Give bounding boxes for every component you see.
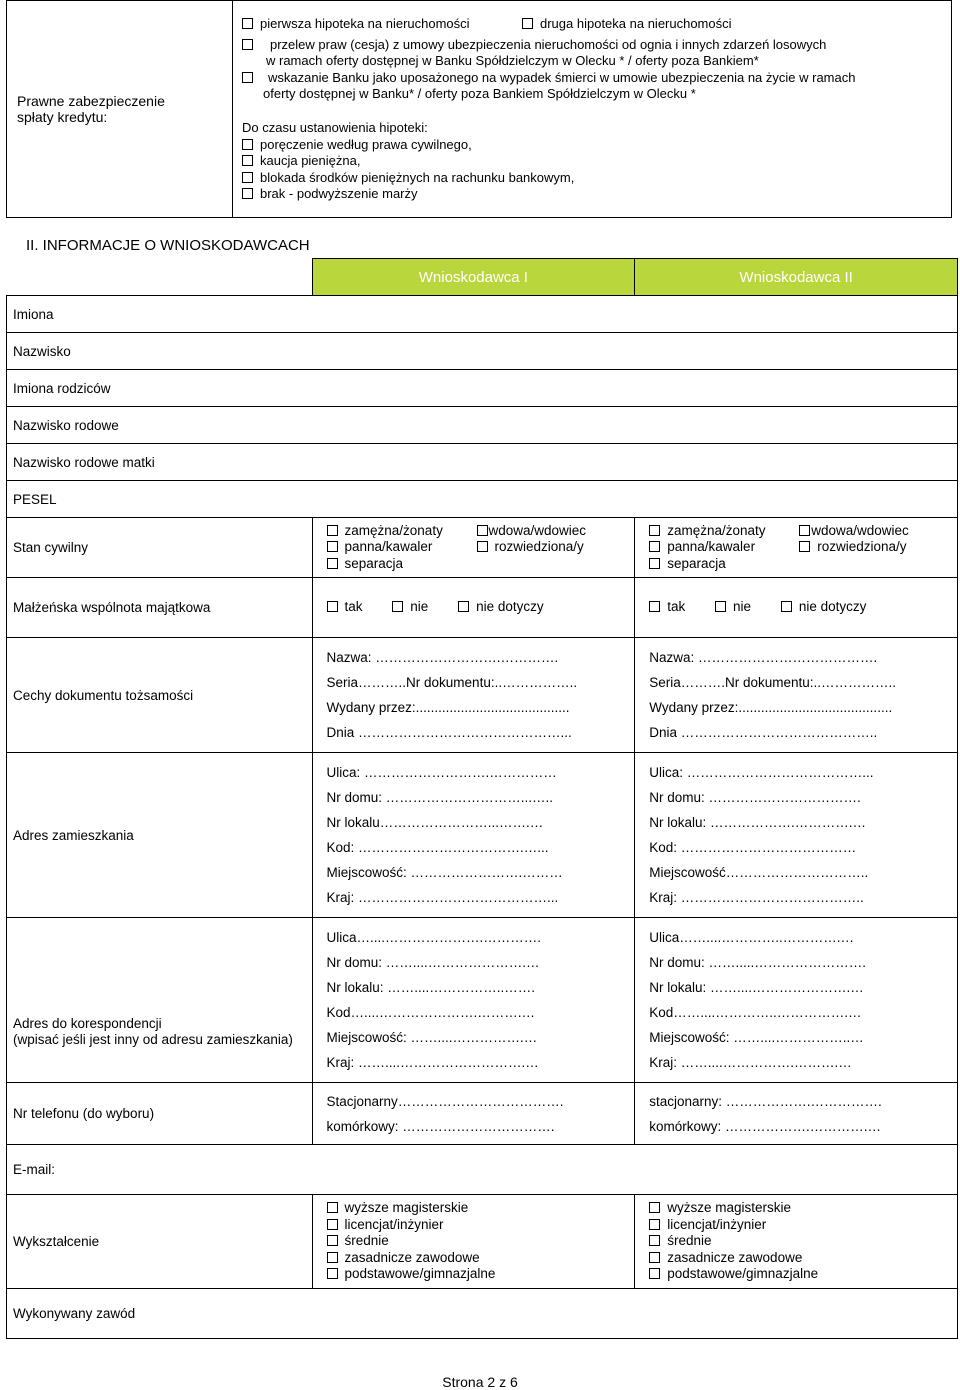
doc-number: Seria……….Nr dokumentu:..…………….. [649, 675, 897, 690]
address-postcode: Kod: ………………………………… [649, 840, 857, 855]
corr-applicant-2[interactable] [635, 918, 958, 1083]
checkbox[interactable] [242, 72, 253, 83]
marital-applicant-2 [635, 518, 958, 578]
row-label[interactable]: PESEL [7, 481, 958, 518]
address-house: Nr domu: ……………………………. [649, 790, 861, 805]
row-label: Adres zamieszkania [7, 753, 313, 918]
until-option-2[interactable]: blokada środków pieniężnych na rachunku bankowym, [242, 170, 574, 186]
marital-widowed[interactable]: wdowa/wdowiec [477, 523, 627, 540]
address-applicant-2[interactable] [635, 753, 958, 918]
checkbox[interactable] [649, 558, 660, 569]
phone-mobile: komórkowy: ……………………………. [326, 1118, 555, 1134]
corr-applicant-1[interactable] [312, 918, 635, 1083]
row-label: Nr telefonu (do wyboru) [7, 1083, 313, 1145]
checkbox[interactable] [242, 139, 253, 150]
checkbox[interactable] [715, 601, 726, 612]
row-dokument [7, 638, 958, 753]
checkbox[interactable] [649, 1202, 660, 1213]
community-no[interactable]: nie [715, 599, 751, 614]
row-label: Małżeńska wspólnota majątkowa [7, 578, 313, 638]
address-flat: Nr lokalu: ……………….………….… [649, 815, 867, 830]
education-option[interactable]: wyższe magisterskie [327, 1200, 629, 1217]
checkbox[interactable] [242, 39, 253, 50]
doc-date: Dnia …………………………………….. [649, 725, 878, 740]
corr-flat: Nr lokalu: ……....………………….… [649, 980, 864, 995]
cession-line-2: w ramach oferty dostępnej w Banku Spółdzielczym w Olecku * / oferty poza Bankiem* [266, 53, 759, 68]
checkbox[interactable] [242, 18, 253, 29]
education-option[interactable]: licencjat/inżynier [649, 1217, 951, 1234]
applicants-table [6, 258, 958, 1339]
doc-issuer: Wydany przez:......................................... [326, 700, 570, 715]
row-telefon [7, 1083, 958, 1145]
mortgage-second-option[interactable]: druga hipoteka na nieruchomości [522, 16, 732, 32]
row-label: Cechy dokumentu tożsamości [7, 638, 313, 753]
document-applicant-1[interactable] [312, 638, 635, 753]
security-label: Prawne zabezpieczenie spłaty kredytu: [17, 93, 165, 125]
corr-label-1: Adres do korespondencji [13, 1016, 162, 1031]
community-yes[interactable]: tak [649, 599, 685, 614]
checkbox[interactable] [458, 601, 469, 612]
corr-street: Ulica…....………………….…………. [326, 930, 542, 945]
checkbox[interactable] [327, 601, 338, 612]
address-postcode: Kod: ……………………………….…... [326, 840, 549, 855]
checkbox[interactable] [649, 1268, 660, 1279]
row-label [7, 918, 313, 1083]
phone-landline: Stacjonarny………………………………. [326, 1093, 564, 1109]
marital-separated[interactable]: separacja [649, 556, 799, 573]
beneficiary-line-2: oferty dostępnej w Banku* / oferty poza Bankiem Spółdzielczym w Olecku * [263, 86, 696, 101]
checkbox[interactable] [649, 541, 660, 552]
row-zawod [7, 1289, 958, 1339]
row-label[interactable]: Nazwisko rodowe matki [7, 444, 958, 481]
education-option[interactable]: wyższe magisterskie [649, 1200, 951, 1217]
doc-name: Nazwa: …………………………………. [649, 650, 878, 665]
checkbox[interactable] [799, 525, 810, 536]
corr-postcode: Kod……....…………..…………….… [649, 1005, 862, 1020]
community-yes[interactable]: tak [327, 599, 363, 614]
phone-landline: stacjonarny: ……………….……………. [649, 1093, 882, 1109]
marital-married[interactable]: zamężna/żonaty [327, 523, 477, 540]
phone-applicant-1[interactable] [312, 1083, 635, 1145]
row-label: Wykształcenie [7, 1195, 313, 1289]
corr-postcode: Kod…....………………….……….… [326, 1005, 536, 1020]
community-applicant-1 [312, 578, 635, 638]
education-option[interactable]: zasadnicze zawodowe [327, 1250, 629, 1267]
applicant-2-header: Wnioskodawca II [635, 259, 958, 296]
education-option[interactable]: średnie [649, 1233, 951, 1250]
document-applicant-2[interactable] [635, 638, 958, 753]
checkbox[interactable] [242, 155, 253, 166]
education-option[interactable]: podstawowe/gimnazjalne [649, 1266, 951, 1283]
checkbox[interactable] [327, 1202, 338, 1213]
security-label-cell [7, 1, 233, 217]
row-wyksztalcenie [7, 1195, 958, 1289]
checkbox[interactable] [522, 18, 533, 29]
row-wspolnota [7, 578, 958, 638]
checkbox[interactable] [392, 601, 403, 612]
address-country: Kraj: ……………………………………... [326, 890, 559, 905]
address-house: Nr domu: …………………………...….. [326, 790, 554, 805]
corr-street: Ulica……....…………..………….… [649, 930, 855, 945]
doc-date: Dnia ………………………………………... [326, 725, 572, 740]
row-stan-cywilny [7, 518, 958, 578]
row-imiona-rodzicow [7, 370, 958, 407]
education-option[interactable]: średnie [327, 1233, 629, 1250]
phone-applicant-2[interactable] [635, 1083, 958, 1145]
community-na[interactable]: nie dotyczy [781, 599, 867, 614]
address-street: Ulica: ……………………….…………… [326, 765, 557, 780]
checkbox[interactable] [242, 188, 253, 199]
section-title: II. INFORMACJE O WNIOSKODAWCACH [26, 237, 310, 254]
checkbox[interactable] [327, 1219, 338, 1230]
row-label[interactable]: Nazwisko rodowe [7, 407, 958, 444]
checkbox[interactable] [327, 1235, 338, 1246]
page-number: Strona 2 z 6 [442, 1374, 518, 1390]
row-label[interactable]: Nazwisko [7, 333, 958, 370]
checkbox[interactable] [327, 541, 338, 552]
marital-married[interactable]: zamężna/żonaty [649, 523, 799, 540]
marital-widowed[interactable]: wdowa/wdowiec [799, 523, 949, 540]
checkbox[interactable] [649, 1252, 660, 1263]
applicant-1-header: Wnioskodawca I [312, 259, 635, 296]
community-applicant-2 [635, 578, 958, 638]
corr-country: Kraj: ……....……………………….… [326, 1055, 539, 1070]
address-city: Miejscowość………………………….. [649, 865, 869, 880]
row-nazwisko-rodowe-matki [7, 444, 958, 481]
cession-option[interactable]: przelew praw (cesja) z umowy ubezpieczenia nieruchomości od ognia i innych zdarzeń losowych [242, 37, 826, 53]
checkbox[interactable] [799, 541, 810, 552]
checkbox[interactable] [781, 601, 792, 612]
phone-mobile: komórkowy: ……………….………….… [649, 1118, 882, 1134]
row-imiona [7, 296, 958, 333]
until-option-3[interactable]: brak - podwyższenie marży [242, 186, 418, 202]
marital-single[interactable]: panna/kawaler [649, 539, 799, 556]
checkbox[interactable] [242, 172, 253, 183]
doc-number: Seria………..Nr dokumentu:..…………….. [326, 675, 578, 690]
checkbox[interactable] [477, 541, 488, 552]
address-country: Kraj: ………………………………….. [649, 890, 864, 905]
row-label: Stan cywilny [7, 518, 313, 578]
row-adres [7, 753, 958, 918]
education-applicant-2 [635, 1195, 958, 1289]
checkbox[interactable] [477, 525, 488, 536]
corr-country: Kraj: ……....…………….……….… [649, 1055, 852, 1070]
corr-house: Nr domu: …….....……………………. [649, 955, 867, 970]
row-label[interactable]: Wykonywany zawód [7, 1289, 958, 1339]
checkbox[interactable] [649, 1235, 660, 1246]
until-option-1[interactable]: kaucja pieniężna, [242, 153, 360, 169]
corr-house: Nr domu: ……....………………….… [326, 955, 540, 970]
row-email [7, 1145, 958, 1195]
education-option[interactable]: zasadnicze zawodowe [649, 1250, 951, 1267]
doc-issuer: Wydany przez:......................................... [649, 700, 893, 715]
corr-city: Miejscowość: ……....……………..… [649, 1030, 864, 1045]
education-option[interactable]: podstawowe/gimnazjalne [327, 1266, 629, 1283]
row-korespondencja [7, 918, 958, 1083]
row-pesel [7, 481, 958, 518]
address-street: Ulica: …………………………………... [649, 765, 874, 780]
row-nazwisko-rodowe [7, 407, 958, 444]
corr-city: Miejscowość: ……....…………….… [326, 1030, 538, 1045]
address-flat: Nr lokalu……………………...…….… [326, 815, 544, 830]
header-empty [7, 259, 313, 296]
row-label[interactable]: Imiona [7, 296, 958, 333]
until-heading: Do czasu ustanowienia hipoteki: [242, 120, 428, 135]
checkbox[interactable] [649, 525, 660, 536]
doc-name: Nazwa: ……………………….…………. [326, 650, 559, 665]
corr-label-2: (wpisać jeśli jest inny od adresu zamieszkania) [13, 1032, 293, 1047]
row-label[interactable]: Imiona rodziców [7, 370, 958, 407]
until-option-0[interactable]: poręczenie według prawa cywilnego, [242, 137, 472, 153]
marital-single[interactable]: panna/kawaler [327, 539, 477, 556]
checkbox[interactable] [649, 1219, 660, 1230]
row-label[interactable]: E-mail: [7, 1145, 958, 1195]
checkbox[interactable] [327, 1268, 338, 1279]
address-applicant-1[interactable] [312, 753, 635, 918]
community-na[interactable]: nie dotyczy [458, 599, 544, 614]
corr-flat: Nr lokalu: ……....……………..……. [326, 980, 536, 995]
checkbox[interactable] [327, 558, 338, 569]
education-applicant-1 [312, 1195, 635, 1289]
marital-separated[interactable]: separacja [327, 556, 477, 573]
mortgage-first-option[interactable]: pierwsza hipoteka na nieruchomości [242, 16, 470, 32]
checkbox[interactable] [327, 525, 338, 536]
beneficiary-option[interactable]: wskazanie Banku jako uposażonego na wypadek śmierci w umowie ubezpieczenia na życie w ramach [242, 70, 855, 86]
checkbox[interactable] [327, 1252, 338, 1263]
community-no[interactable]: nie [392, 599, 428, 614]
education-option[interactable]: licencjat/inżynier [327, 1217, 629, 1234]
marital-divorced[interactable]: rozwiedziona/y [799, 539, 949, 556]
row-nazwisko [7, 333, 958, 370]
address-city: Miejscowość: …………………….……… [326, 865, 563, 880]
checkbox[interactable] [649, 601, 660, 612]
marital-divorced[interactable]: rozwiedziona/y [477, 539, 627, 556]
marital-applicant-1 [312, 518, 635, 578]
